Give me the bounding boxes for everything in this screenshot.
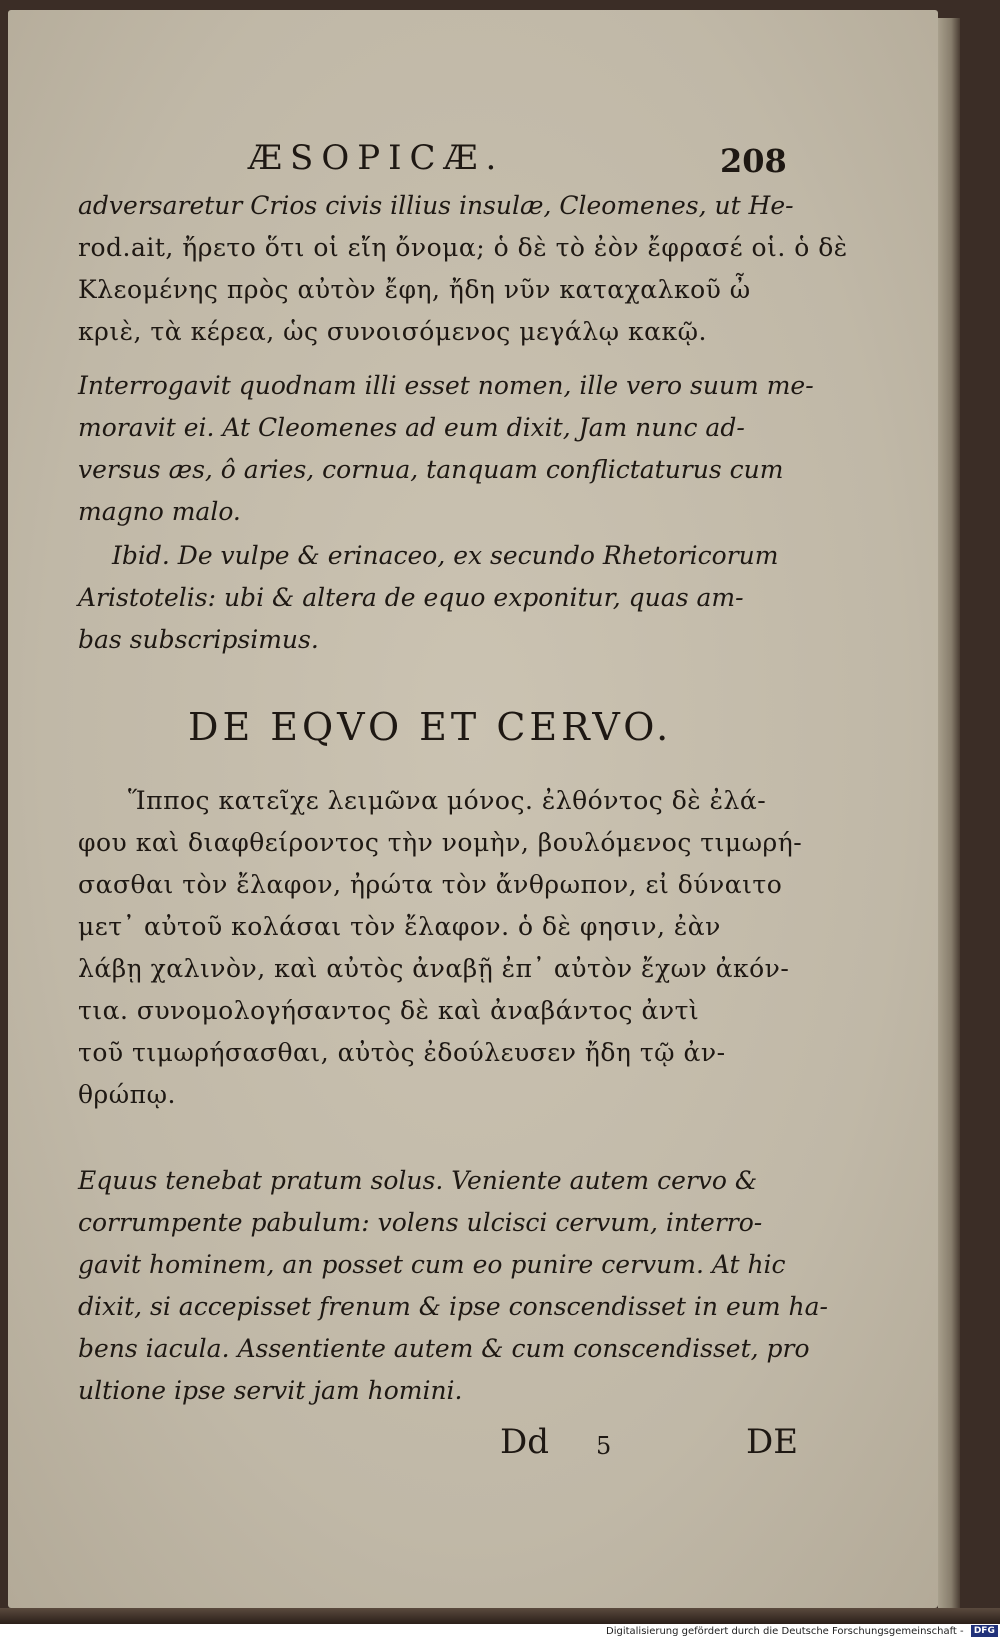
text-line: magno malo.: [78, 497, 241, 526]
text-line: λάβῃ χαλινὸν, καὶ αὐτὸς ἀναβῇ ἐπ᾽ αὐτὸν ἔχων ἀκόν-: [78, 954, 790, 983]
fable-latin-text: [78, 1160, 828, 1412]
text-line: bas subscripsimus.: [78, 625, 319, 654]
fable-greek-text: [78, 780, 803, 1116]
text-line: dixit, si accepisset frenum & ipse conscendisset in eum ha-: [78, 1292, 828, 1321]
text-line: σασθαι τὸν ἔλαφον, ἠρώτα τὸν ἄνθρωπον, εἰ δύναιτο: [78, 870, 783, 899]
text-line: bens iacula. Assentiente autem & cum conscendisset, pro: [78, 1334, 810, 1363]
text-line: μετ᾽ αὐτοῦ κολάσαι τὸν ἔλαφον. ὁ δὲ φησιν, ἐὰν: [78, 912, 721, 941]
text-line: Ibid. De vulpe & erinaceo, ex secundo Rhetoricorum: [112, 541, 779, 570]
text-line: τια. συνομολογήσαντος δὲ καὶ ἀναβάντος ἀντὶ: [78, 996, 700, 1025]
page-number: 208: [720, 142, 787, 180]
text-line: rod.ait, ἤρετο ὅτι οἱ εἴη ὄνομα; ὁ δὲ τὸ ἐὸν ἔφρασέ οἱ. ὁ δὲ: [78, 233, 848, 262]
credit-text: Digitalisierung gefördert durch die Deutsche Forschungsgemeinschaft -: [606, 1626, 964, 1637]
text-line: Κλεομένης πρὸς αὐτὸν ἔφη, ἤδη νῦν καταχαλκοῦ ὦ: [78, 275, 751, 304]
text-block-3: [78, 535, 798, 661]
catchword: DE: [746, 1422, 799, 1462]
text-block-2: [78, 365, 814, 533]
page-edge-right: [938, 18, 960, 1618]
text-line: Ἵππος κατεῖχε λειμῶνα μόνος. ἐλθόντος δὲ ἐλά-: [128, 786, 767, 815]
text-line: moravit ei. At Cleomenes ad eum dixit, Jam nunc ad-: [78, 413, 745, 442]
digitization-credit: [606, 1625, 998, 1637]
section-title: DE EQVO ET CERVO.: [188, 705, 673, 749]
text-line: Aristotelis: ubi & altera de equo exponitur, quas am-: [78, 583, 744, 612]
text-line: corrumpente pabulum: volens ulcisci cervum, interro-: [78, 1208, 763, 1237]
dfg-logo: DFG: [971, 1625, 998, 1637]
text-line: ultione ipse servit jam homini.: [78, 1376, 463, 1405]
running-head: ÆSOPICÆ.: [248, 138, 505, 178]
book-page: [8, 10, 938, 1608]
text-block-1: [78, 185, 848, 353]
text-line: κριὲ, τὰ κέρεα, ὡς συνοισόμενος μεγάλῳ κακῷ.: [78, 317, 707, 346]
signature-mark: Dd: [500, 1422, 550, 1462]
text-line: Equus tenebat pratum solus. Veniente autem cervo &: [78, 1166, 758, 1195]
text-line: φου καὶ διαφθείροντος τὴν νομὴν, βουλόμενος τιμωρή-: [78, 828, 803, 857]
text-line: τοῦ τιμωρήσασθαι, αὐτὸς ἐδούλευσεν ἤδη τῷ ἀν-: [78, 1038, 726, 1067]
text-line: adversaretur Crios civis illius insulæ, Cleomenes, ut He-: [78, 191, 794, 220]
text-line: Interrogavit quodnam illi esset nomen, ille vero suum me-: [78, 371, 814, 400]
text-line: versus æs, ô aries, cornua, tanquam conflictaturus cum: [78, 455, 784, 484]
page-edge-bottom: [0, 1608, 1000, 1624]
text-line: gavit hominem, an posset cum eo punire cervum. At hic: [78, 1250, 786, 1279]
text-line: θρώπῳ.: [78, 1080, 176, 1109]
signature-number: 5: [596, 1432, 612, 1460]
